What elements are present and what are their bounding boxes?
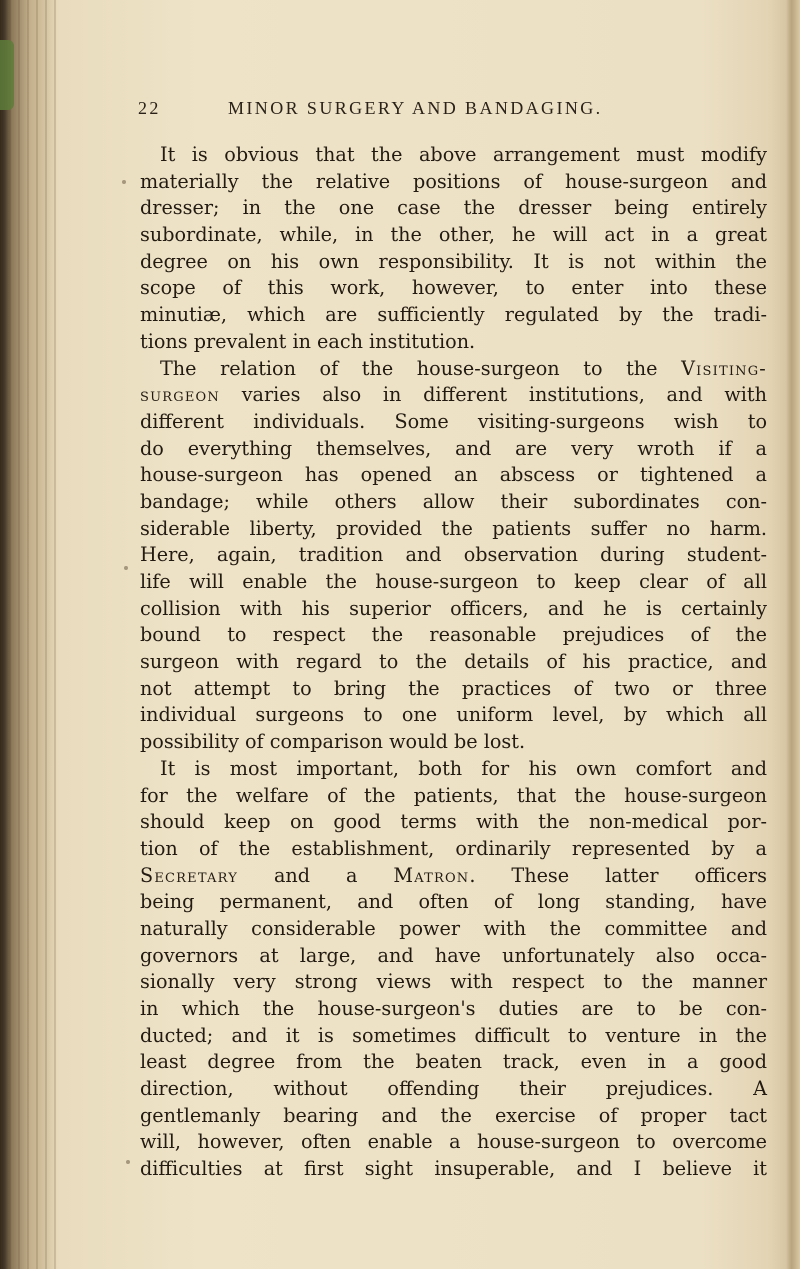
smallcaps-term: Secretary bbox=[140, 863, 238, 887]
text-line: not attempt to bring the practices of two or three bbox=[140, 676, 767, 700]
text-fragment: varies also in different institutions, and with bbox=[241, 383, 767, 407]
text-line: will, however, often enable a house-surgeon to overcome bbox=[140, 1130, 767, 1154]
text-line: different individuals. Some visiting-surgeons wish to bbox=[140, 409, 767, 433]
ink-speck bbox=[126, 1160, 130, 1164]
text-fragment: and a bbox=[273, 863, 358, 887]
text-line: bound to respect the reasonable prejudices of the bbox=[140, 623, 767, 647]
smallcaps-term: Visiting- bbox=[681, 356, 767, 380]
text-line: in which the house-surgeon's duties are to be con- bbox=[140, 997, 767, 1020]
text-line: should keep on good terms with the non-medical por- bbox=[140, 810, 767, 834]
text-fragment: The relation of the house-surgeon to the bbox=[160, 356, 658, 380]
text-line: materially the relative positions of house-surgeon and bbox=[140, 169, 767, 193]
page-edge bbox=[786, 0, 800, 1269]
text-line: collision with his superior officers, and he is certainly bbox=[140, 596, 767, 620]
text-line: house-surgeon has opened an abscess or tightened a bbox=[140, 463, 767, 487]
text-line: tions prevalent in each institution. bbox=[140, 329, 476, 353]
text-line: degree on his own responsibility. It is not within the bbox=[140, 249, 767, 273]
binding-tab bbox=[0, 40, 14, 110]
text-line: naturally considerable power with the committee and bbox=[140, 916, 767, 940]
text-line: siderable liberty, provided the patients suffer no harm. bbox=[140, 516, 767, 540]
text-line: It is obvious that the above arrangement must modify bbox=[160, 143, 767, 166]
running-header bbox=[138, 98, 758, 122]
page-number: 22 bbox=[138, 98, 161, 118]
body-text bbox=[140, 142, 767, 1183]
text-line: It is most important, both for his own comfort and bbox=[160, 756, 767, 780]
book-binding bbox=[0, 0, 58, 1269]
smallcaps-term: surgeon bbox=[140, 383, 220, 407]
text-line: ducted; and it is sometimes difficult to venture in the bbox=[140, 1023, 767, 1047]
text-line: subordinate, while, in the other, he will act in a great bbox=[140, 223, 767, 247]
text-line: do everything themselves, and are very wroth if a bbox=[140, 436, 767, 460]
text-line: sionally very strong views with respect to the manner bbox=[140, 970, 767, 994]
text-line: being permanent, and often of long standing, have bbox=[140, 890, 767, 914]
text-line: surgeon with regard to the details of his practice, and bbox=[140, 650, 767, 674]
text-line: Here, again, tradition and observation during student- bbox=[140, 543, 767, 567]
text-line: minutiæ, which are sufficiently regulated by the tradi- bbox=[140, 303, 767, 327]
text-line: possibility of comparison would be lost. bbox=[140, 730, 526, 754]
text-line bbox=[140, 863, 767, 890]
text-line: bandage; while others allow their subordinates con- bbox=[140, 489, 767, 513]
text-line: individual surgeons to one uniform level, by which all bbox=[140, 703, 767, 727]
smallcaps-term: Matron bbox=[393, 863, 470, 887]
text-line bbox=[140, 356, 767, 383]
text-line: dresser; in the one case the dresser being entirely bbox=[140, 196, 767, 220]
text-line: governors at large, and have unfortunately also occa- bbox=[140, 943, 767, 967]
ink-speck bbox=[122, 180, 126, 184]
text-fragment: . These latter officers bbox=[469, 863, 767, 887]
text-line bbox=[140, 382, 767, 409]
text-line: least degree from the beaten track, even in a good bbox=[140, 1050, 767, 1074]
text-line: difficulties at first sight insuperable, and I believe it bbox=[140, 1157, 767, 1181]
running-title: MINOR SURGERY AND BANDAGING. bbox=[228, 98, 603, 118]
text-line: scope of this work, however, to enter into these bbox=[140, 276, 767, 300]
text-line: tion of the establishment, ordinarily represented by a bbox=[140, 836, 767, 860]
text-line: direction, without offending their prejudices. A bbox=[140, 1077, 767, 1101]
text-line: gentlemanly bearing and the exercise of proper tact bbox=[140, 1103, 767, 1127]
text-line: for the welfare of the patients, that the house-surgeon bbox=[140, 783, 767, 807]
text-line: life will enable the house-surgeon to keep clear of all bbox=[140, 570, 767, 593]
ink-speck bbox=[124, 566, 128, 570]
